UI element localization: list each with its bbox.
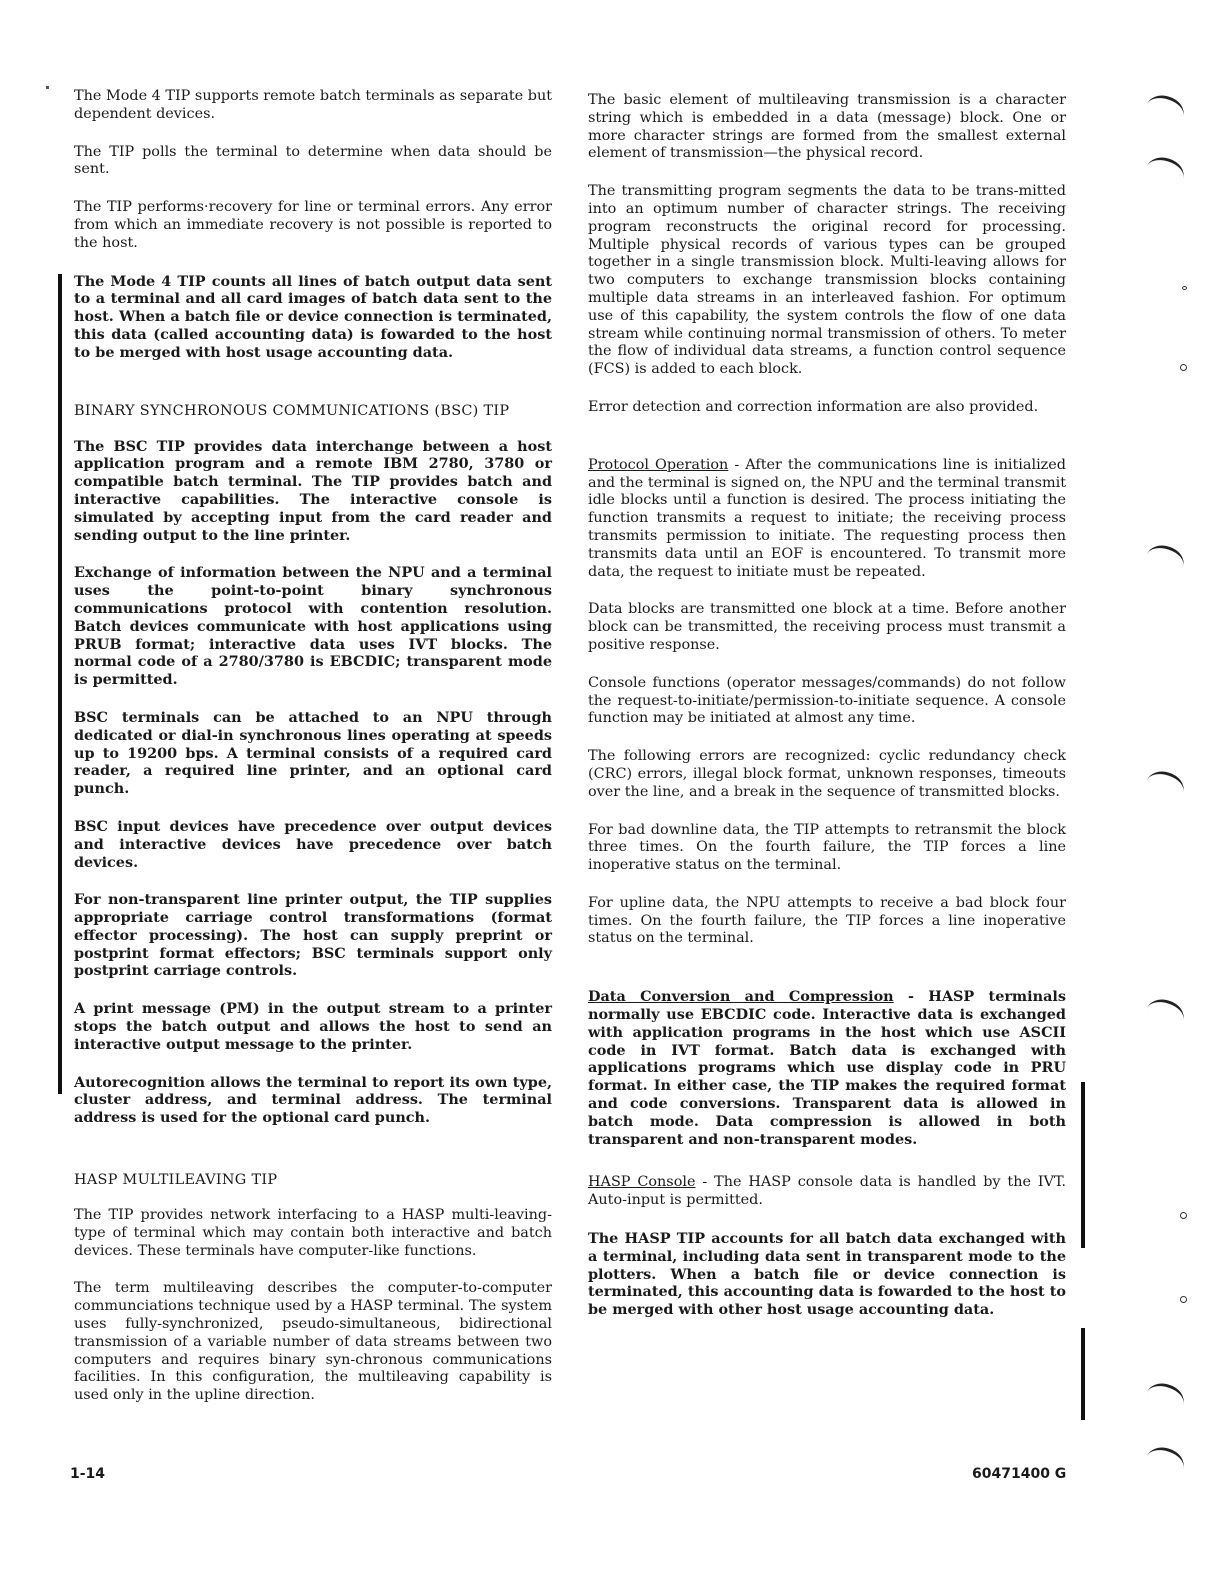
body-paragraph: Console functions (operator messages/commands) do not follow the request-to-initiate/permission-to-initiate sequence. A console function may be initiated at almost any time. xyxy=(588,674,1066,727)
binding-hole-mark xyxy=(1142,767,1187,806)
change-bar xyxy=(1081,1328,1085,1420)
run-in-heading: Protocol Operation xyxy=(588,456,729,473)
body-paragraph: Autorecognition allows the terminal to report its own type, cluster address, and terminal address. The terminal address is used for the optional card punch. xyxy=(74,1073,552,1127)
body-paragraph: BSC terminals can be attached to an NPU through dedicated or dial-in synchronous lines operating at speeds up to 19200 bps. A terminal consists of a required card reader, a required line printer, and an optional card punch. xyxy=(74,708,552,798)
paragraph-text: - After the communications line is initialized and the terminal is signed on, the NPU and the terminal transmit idle blocks until a function is desired. The process initiating the function transmits a request to initiate; the receiving process transmits permission to initiate. The requesting process then transmits data until an EOF is encountered. To transmit more data, the request to initiate must be repeated. xyxy=(588,456,1066,580)
binding-hole-mark xyxy=(1142,541,1187,580)
scan-speck xyxy=(46,86,49,89)
body-paragraph: The Mode 4 TIP supports remote batch terminals as separate but dependent devices. xyxy=(74,88,553,122)
scan-speck xyxy=(1180,364,1187,371)
change-bar xyxy=(1081,1082,1085,1248)
change-bar xyxy=(58,274,62,1094)
paragraph-text: - HASP terminals normally use EBCDIC code. Interactive data is exchanged with application programs in the host which use ASCII code in IVT format. Batch data is exchanged with applications programs which use display code in PRU format. In either case, the TIP makes the required format and code conversions. Transparent data is allowed in batch mode. Data compression is allowed in both transparent and non-transparent modes. xyxy=(588,988,1066,1148)
body-paragraph: For bad downline data, the TIP attempts to retransmit the block three times. On the fourth failure, the TIP forces a line inoperative status on the terminal. xyxy=(588,821,1066,874)
body-paragraph: The HASP TIP accounts for all batch data exchanged with a terminal, including data sent in transparent mode to the plotters. When a batch file or device connection is terminated, this accounting data is fowarded to the host to be merged with other host usage accounting data. xyxy=(588,1230,1066,1319)
body-paragraph: A print message (PM) in the output stream to a printer stops the batch output and allows the host to send an interactive output message to the printer. xyxy=(74,1000,552,1053)
binding-hole-mark xyxy=(1142,1379,1187,1418)
body-paragraph: The term multileaving describes the computer-to-computer communciations technique used by a HASP terminal. The system uses fully-synchronized, pseudo-simultaneous, bidirectional transmission of a variable number of data streams between two computers and requires binary syn-chronous communications facilities. In this configuration, the multileaving capability is used only in the upline direction. xyxy=(74,1280,552,1404)
page-number: 1-14 xyxy=(70,1466,106,1482)
body-paragraph: Data blocks are transmitted one block at a time. Before another block can be transmitted, the receiving process must transmit a positive response. xyxy=(588,601,1066,653)
body-paragraph: The TIP performs·recovery for line or terminal errors. Any error from which an immediate recovery is not possible is reported to the host. xyxy=(74,199,552,251)
document-number: 60471400 G xyxy=(972,1466,1067,1482)
section-heading: HASP MULTILEAVING TIP xyxy=(74,1172,278,1189)
protocol-operation-paragraph xyxy=(588,457,1066,582)
body-paragraph: The transmitting program segments the data to be trans-mitted into an optimum number of character strings. The receiving program reconstructs the original record for processing. Multiple physical records of various types can be grouped together in a single transmission block. Multi-leaving allows for two computers to exchange transmission blocks containing multiple data streams in an interleaved fashion. For optimum use of this capability, the system controls the flow of one data stream while continuing normal transmission of others. To meter the flow of individual data streams, a function control sequence (FCS) is added to each block. xyxy=(588,183,1066,378)
binding-hole-mark xyxy=(1142,995,1187,1034)
binding-hole-mark xyxy=(1142,153,1187,192)
body-paragraph: The TIP polls the terminal to determine when data should be sent. xyxy=(74,143,552,178)
body-paragraph: The BSC TIP provides data interchange between a host application program and a remote IBM 2780, 3780 or compatible batch terminal. The TIP provides batch and interactive capabilities. The interactive console is simulated by accepting input from the card reader and sending output to the line printer. xyxy=(74,437,552,544)
section-heading: BINARY SYNCHRONOUS COMMUNICATIONS (BSC) TIP xyxy=(74,402,510,419)
left-column xyxy=(74,88,552,1425)
run-in-heading: HASP Console xyxy=(588,1174,696,1191)
run-in-heading: Data Conversion and Compression xyxy=(588,988,894,1006)
body-paragraph: For upline data, the NPU attempts to receive a bad block four times. On the fourth failure, the TIP forces a line inoperative status on the terminal. xyxy=(588,894,1066,947)
body-paragraph: Error detection and correction information are also provided. xyxy=(588,398,1039,415)
body-paragraph: Exchange of information between the NPU and a terminal uses the point-to-point binary synchronous communications protocol with contention resolution. Batch devices communicate with host applications using PRUB format; interactive data uses IVT blocks. The normal code of a 2780/3780 is EBCDIC; transparent mode is permitted. xyxy=(74,564,552,689)
right-column xyxy=(588,92,1066,1339)
body-paragraph: The Mode 4 TIP counts all lines of batch output data sent to a terminal and all card images of batch data sent to the host. When a batch file or device connection is terminated, this data (called accounting data) is fowarded to the host to be merged with host usage accounting data. xyxy=(74,272,552,361)
scan-speck xyxy=(1180,1296,1187,1303)
body-paragraph: For non-transparent line printer output, the TIP supplies appropriate carriage control transformations (format effector processing). The host can supply preprint or postprint format effectors; BSC terminals support only postprint carriage controls. xyxy=(74,891,552,980)
scan-speck xyxy=(1180,1212,1187,1219)
body-paragraph: The basic element of multileaving transmission is a character string which is embedded in a data (message) block. One or more character strings are formed from the smallest external element of transmission—the physical record. xyxy=(588,92,1066,162)
scan-speck xyxy=(1182,286,1187,290)
body-paragraph: The TIP provides network interfacing to a HASP multi-leaving-type of terminal which may contain both interactive and batch devices. These terminals have computer-like functions. xyxy=(74,1207,552,1259)
body-paragraph: BSC input devices have precedence over output devices and interactive devices have precedence over batch devices. xyxy=(74,817,552,871)
binding-hole-mark xyxy=(1142,1443,1187,1482)
hasp-console-paragraph xyxy=(588,1174,1066,1210)
binding-hole-mark xyxy=(1142,91,1187,130)
data-conversion-paragraph xyxy=(588,988,1066,1148)
body-paragraph: The following errors are recognized: cyclic redundancy check (CRC) errors, illegal block format, unknown responses, timeouts over the line, and a break in the sequence of transmitted blocks. xyxy=(588,748,1066,800)
paragraph-text: - The HASP console data is handled by the IVT. Auto-input is permitted. xyxy=(588,1174,1066,1209)
